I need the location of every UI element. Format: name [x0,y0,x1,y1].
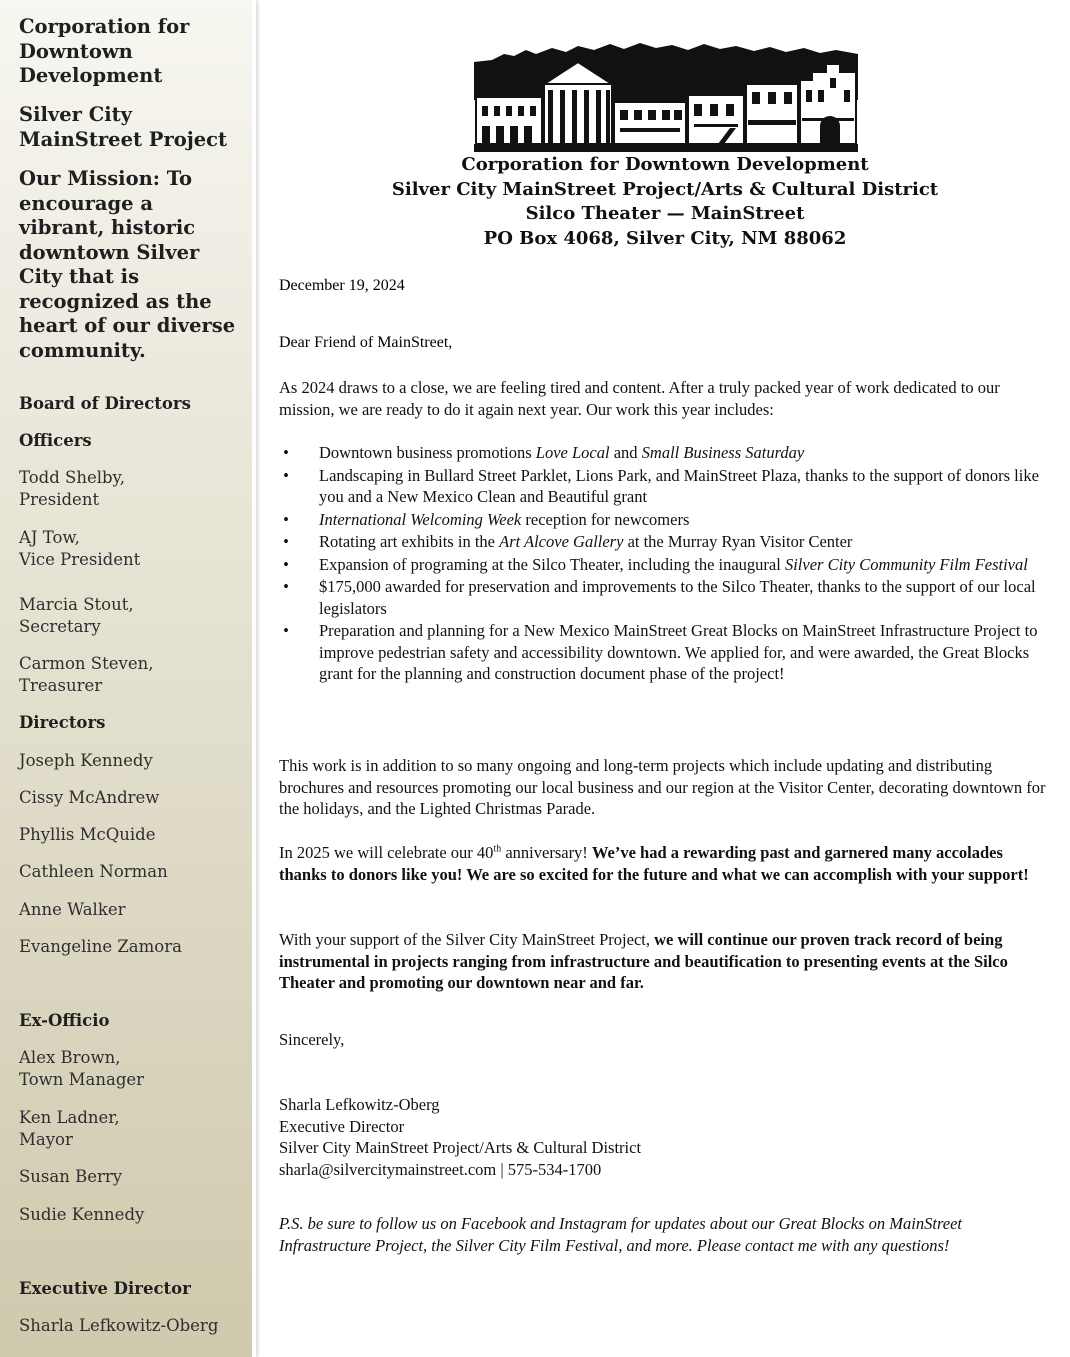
ex-officio-name: Susan Berry [19,1167,123,1186]
bullet-icon: • [283,621,289,640]
officer-name: AJ Tow, [19,528,80,547]
letterhead-line: Silver City MainStreet Project/Arts & Cultural District [391,178,939,200]
director-name: Cissy McAndrew [19,788,160,807]
board-heading: Board of Directors [19,394,191,413]
ex-officio-role: Town Manager [19,1070,145,1089]
letter-support: With your support of the Silver City MainStreet Project, we will continue our proven track record of being instrumental in projects ranging from infrastructure and beautification to presenting events at the Silco Theater and promoting our downtown near and far. [279,930,1008,992]
bullet-icon: • [283,443,289,462]
letterhead-line: Corporation for Downtown Development [461,154,869,175]
achievements-list [279,442,1054,686]
officer-entry [19,527,244,571]
sidebar-mission: Our Mission: To encourage a vibrant, historic downtown Silver City that is recognized as the heart of our diverse community. [19,167,236,362]
list-item: • Downtown business promotions Love Local and Small Business Saturday [279,442,1054,464]
signer-org: Silver City MainStreet Project/Arts & Cultural District [279,1138,642,1157]
letterhead [380,153,950,251]
bullet-icon: • [283,509,289,529]
list-item: • Rotating art exhibits in the Art Alcove Gallery at the Murray Ryan Visitor Center [279,531,1054,553]
list-item: • Landscaping in Bullard Street Parklet, Lions Park, and MainStreet Plaza, thanks to the support of donors like you and a New Mexico Clean and Beautiful grant [279,465,1054,508]
building [614,98,686,144]
ex-officio-entry [19,1047,244,1091]
bullet-icon: • [283,532,289,551]
sidebar-org-name: Corporation for Downtown Development [19,15,190,87]
officer-entry [19,467,244,511]
building-columns [544,84,612,144]
officer-entry [19,594,244,638]
building [688,90,744,144]
sidebar [0,0,256,1357]
bullet-icon: • [283,577,289,596]
director-name: Phyllis McQuide [19,825,156,844]
exec-director-name: Sharla Lefkowitz-Oberg [19,1316,219,1335]
letterhead-line: Silco Theater — MainStreet [525,203,805,224]
ground-line [474,144,858,152]
letter-postscript: P.S. be sure to follow us on Facebook and Instagram for updates about our Great Blocks on MainStreet Infrastructure Project, the Silver City Film Festival, and more. Please contact me with any questions! [279,1214,963,1255]
letter-salutation: Dear Friend of MainStreet, [279,334,453,351]
exec-director-heading: Executive Director [19,1279,191,1298]
list-item: • Expansion of programing at the Silco Theater, including the inaugural Silver City Community Film Festival [279,554,1054,576]
director-name: Cathleen Norman [19,862,168,881]
directors-heading: Directors [19,713,106,732]
officer-role: President [19,490,100,509]
ex-officio-name: Alex Brown, [19,1048,121,1067]
officer-name: Todd Shelby, [19,468,125,487]
bullet-icon: • [283,554,289,574]
ex-officio-role: Mayor [19,1130,73,1149]
letter-ongoing: This work is in addition to so many ongoing and long-term projects which include updating and distributing brochures and resources promoting our local business and our region at the Visitor Center, decorating downtown for the holidays, and the Lighted Christmas Parade. [279,756,1046,818]
ex-officio-name: Sudie Kennedy [19,1205,145,1224]
sidebar-project-name: Silver City MainStreet Project [19,103,228,151]
director-name: Anne Walker [19,900,126,919]
director-name: Joseph Kennedy [19,751,153,770]
signer-title: Executive Director [279,1116,405,1136]
list-item: • $175,000 awarded for preservation and improvements to the Silco Theater, thanks to the support of our local legislators [279,576,1054,619]
bullet-icon: • [283,465,289,485]
officers-heading: Officers [19,431,92,450]
signature-block [279,1094,1054,1180]
officer-entry [19,653,244,697]
officer-name: Marcia Stout, [19,595,134,614]
letter-intro: As 2024 draws to a close, we are feeling tired and content. After a truly packed year of work dedicated to our mission, we are ready to do it again next year. Our work this year includes: [279,378,1000,419]
officer-role: Vice President [19,550,141,569]
signer-contact: sharla@silvercitymainstreet.com | 575-534-1700 [279,1159,602,1179]
letterhead-line: PO Box 4068, Silver City, NM 88062 [483,227,847,249]
downtown-skyline-logo [474,40,858,152]
officer-name: Carmon Steven, [19,654,154,673]
ex-officio-entry [19,1107,244,1151]
letter-closing: Sincerely, [279,1030,345,1049]
letter-anniversary: In 2025 we will celebrate our 40th anniversary! We’ve had a rewarding past and garnered many accolades thanks to donors like you! We are so excited for the future and what we can accomplish with your support! [279,843,1029,884]
director-name: Evangeline Zamora [19,937,182,956]
letter-date: December 19, 2024 [279,277,405,294]
signer-name: Sharla Lefkowitz-Oberg [279,1095,440,1114]
ex-officio-heading: Ex-Officio [19,1011,110,1030]
officer-role: Secretary [19,617,101,636]
ex-officio-name: Ken Ladner, [19,1108,120,1127]
list-item: • International Welcoming Week reception for newcomers [279,509,1054,531]
officer-role: Treasurer [19,676,103,695]
list-item: • Preparation and planning for a New Mexico MainStreet Great Blocks on MainStreet Infrastructure Project to improve pedestrian safety and accessibility downtown. We applied for, and were awarded, the Great Blocks grant for the planning and construction document phase of the project! [279,620,1054,685]
